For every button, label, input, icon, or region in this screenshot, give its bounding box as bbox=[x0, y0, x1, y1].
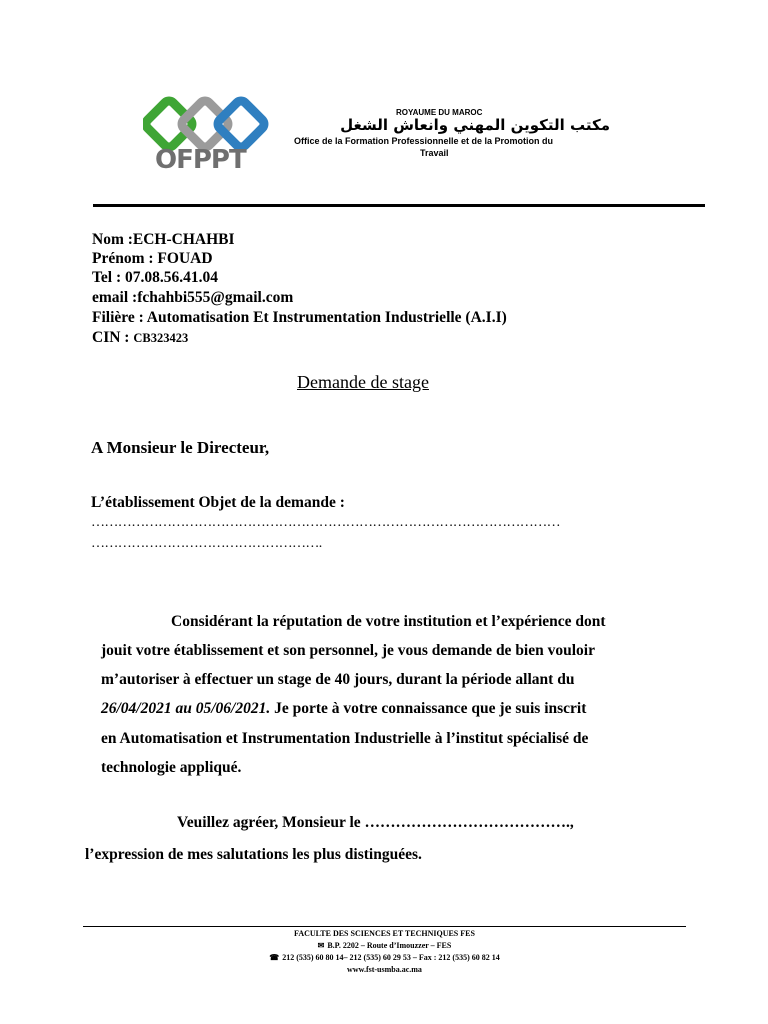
prenom-line: Prénom : FOUAD bbox=[92, 250, 213, 267]
object-dots-line2: ……………………………………………. bbox=[91, 536, 322, 551]
tel-line: Tel : 07.08.56.41.04 bbox=[92, 269, 219, 286]
document-title: Demande de stage bbox=[297, 372, 429, 392]
object-dots-line1: …………………………………………………………………………………………… bbox=[91, 515, 561, 530]
logo-text: OFPPT bbox=[155, 145, 246, 175]
footer-faculty: FACULTE DES SCIENCES ET TECHNIQUES FES bbox=[294, 929, 475, 938]
paragraph-line-1: Considérant la réputation de votre institution et l’expérience dont bbox=[171, 613, 606, 630]
logo-link-green bbox=[144, 99, 195, 150]
footer-phones-text: 212 (535) 60 80 14– 212 (535) 60 29 53 – Fax : 212 (535) 60 82 14 bbox=[282, 953, 500, 962]
mailbox-icon: ✉ bbox=[317, 941, 325, 950]
paragraph-line-3: m’autoriser à effectuer un stage de 40 jours, durant la période allant du bbox=[101, 671, 575, 688]
closing-line-2: l’expression de mes salutations les plus distinguées. bbox=[85, 846, 422, 863]
paragraph-line-4 bbox=[101, 699, 586, 719]
office-name-line2: Travail bbox=[420, 148, 449, 158]
cin-value: CB323423 bbox=[133, 331, 189, 345]
cin-label: CIN : bbox=[92, 329, 134, 346]
office-name-line1: Office de la Formation Professionnelle et de la Promotion du bbox=[294, 136, 554, 146]
filiere-line: Filière : Automatisation Et Instrumentation Industrielle (A.I.I) bbox=[92, 309, 507, 326]
footer-divider bbox=[83, 926, 686, 927]
paragraph-line-6: technologie appliqué. bbox=[101, 759, 242, 776]
logo-link-grey bbox=[180, 99, 231, 150]
kingdom-label: ROYAUME DU MAROC bbox=[396, 108, 483, 117]
arabic-office-name: مكتب التكوين المهني وانعاش الشغل bbox=[340, 116, 610, 134]
salutation: A Monsieur le Directeur, bbox=[91, 438, 270, 457]
logo-link-blue bbox=[216, 99, 267, 150]
phone-icon: ☎ bbox=[269, 953, 280, 962]
footer-website: www.fst-usmba.ac.ma bbox=[347, 965, 422, 974]
internship-dates: 26/04/2021 au 05/06/2021. bbox=[101, 700, 271, 717]
footer-address-text: B.P. 2202 – Route d’Imouzzer – FES bbox=[327, 941, 452, 950]
footer-phones bbox=[83, 953, 686, 963]
paragraph-line-5: en Automatisation et Instrumentation Industrielle à l’institut spécialisé de bbox=[101, 730, 589, 747]
header-divider bbox=[93, 204, 705, 207]
cin-line bbox=[92, 329, 188, 347]
object-label: L’établissement Objet de la demande : bbox=[91, 494, 345, 511]
paragraph-line-2: jouit votre établissement et son personnel, je vous demande de bien vouloir bbox=[101, 642, 595, 659]
email-line: email :fchahbi555@gmail.com bbox=[92, 289, 294, 306]
closing-line-1: Veuillez agréer, Monsieur le …………………………………., bbox=[177, 814, 574, 831]
footer-address bbox=[83, 941, 686, 951]
paragraph-line-4-rest: Je porte à votre connaissance que je suis inscrit bbox=[270, 700, 587, 717]
nom-line: Nom :ECH-CHAHBI bbox=[92, 231, 235, 248]
